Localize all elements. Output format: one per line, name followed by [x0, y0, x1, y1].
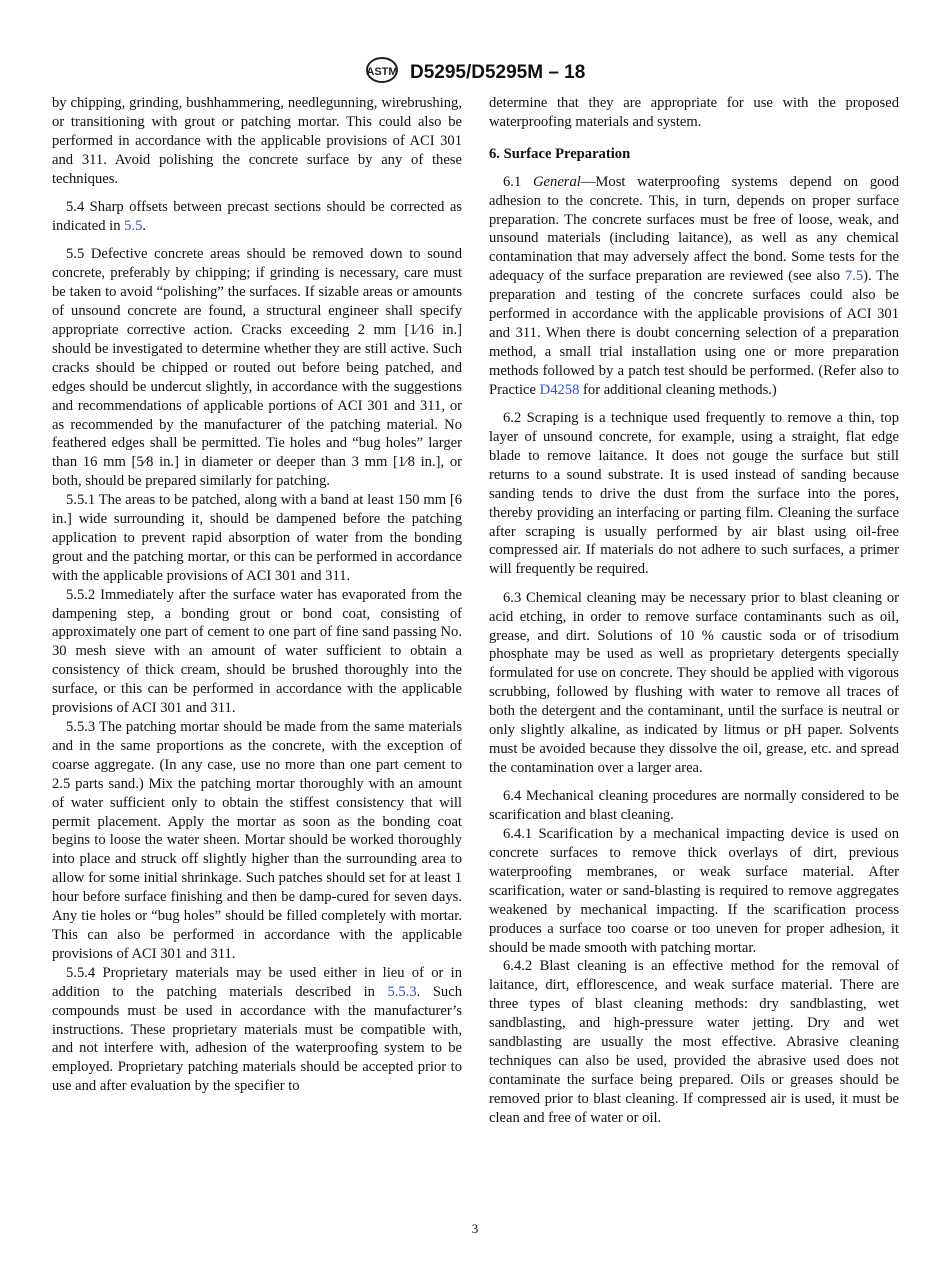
cross-reference-link[interactable]: D4258: [539, 381, 580, 398]
paragraph: [52, 964, 462, 1096]
paragraph: [489, 173, 899, 400]
astm-logo-icon: [365, 55, 399, 91]
paragraph-text: 5.5.3 The patching mortar should be made from the same materials and in the same proportions as the concrete, with the exception of coarse aggregate. (In any case, use no more than one part cement to 2.5 parts sand.) Mix the patching mortar thoroughly with an amount of water sufficient only to obtain the stiffest consistency that will permit placement. Apply the mortar as soon as the bonding coat begins to loose the water sheen. Mortar should be worked thoroughly into place and struck off slightly higher than the surrounding area to allow for some initial shrinkage. Such patches should set for at least 1 hour before surface finishing and then be damp-cured for seven days. Any tie holes or “bug holes” should be filled completely with mortar. This can also be performed in accordance with the applicable provisions of ACI 301 and 311.: [52, 719, 462, 962]
paragraph-text: determine that they are appropriate for use with the proposed waterproofing materials and system.: [489, 95, 899, 130]
italic-term: General: [533, 173, 581, 190]
paragraph-text: —Most waterproofing systems depend on good adhesion to the concrete. This, in turn, depends on proper surface preparation. The concrete surfaces must be free of loose, weak, and unsound materials (including laitance), as well as any chemical contamination that may adversely affect the bond. Some tests for the adequacy of the surface preparation are reviewed (see also: [489, 173, 900, 285]
paragraph-text: 5.5.1 The areas to be patched, along with a band at least 150 mm [6 in.] wide surrounding it, should be dampened before the patching application to prevent rapid absorption of water from the bonding grout and the patching mortar, or this can be performed in accordance with the applicable provisions of ACI 301 and 311.: [52, 492, 462, 584]
paragraph-text: 6.3 Chemical cleaning may be necessary prior to blast cleaning or acid etching, in order to remove surface contaminants such as oil, grease, and dirt. Solutions of 10 % caustic soda or of trisodium phosphate may be used as well as proprietary detergents specially formulated for use on concrete. They should be applied with vigorous scrubbing, followed by flushing with water to remove all traces of both the detergent and the contaminant, until the surface is neutral or only slightly alkaline, as indicated by litmus or pH paper. Solvents must be avoided because they dissolve the oil, grease, etc. and spread the contamination over a larger area.: [489, 589, 899, 776]
cross-reference-link[interactable]: 5.5: [124, 217, 143, 234]
cross-reference-link[interactable]: 7.5: [844, 268, 864, 285]
paragraph-text: ). The preparation and testing of the concrete surfaces could also be performed in accordance with the applicable provisions of ACI 301 and 311. When there is doubt concerning selection of a preparation method, a small trial installation using one or more preparation methods followed by a patch test should be performed. (Refer also to Practice: [489, 268, 899, 398]
paragraph: [52, 198, 462, 236]
paragraph: [52, 94, 462, 189]
paragraph-text: 6.1: [503, 173, 533, 190]
paragraph-text: . Such compounds must be used in accordance with the manufacturer’s instructions. These proprietary materials must be compatible with, and not interfere with, adhesion of the waterproofing system to be employed. Proprietary patching materials should be accepted prior to use and after evaluation by the specifier to: [52, 983, 463, 1095]
page-header: [0, 55, 950, 91]
paragraph: [489, 589, 899, 778]
paragraph: [489, 957, 899, 1127]
paragraph: [52, 245, 462, 491]
paragraph-text: 5.5.2 Immediately after the surface water has evaporated from the dampening step, a bonding grout or bond coat, consisting of approximately one part of cement to one part of fine sand passing No. 30 mesh sieve with an amount of water sufficient to obtain a consistency of thick cream, should be brushed thoroughly into the surface, or this can be performed in accordance with the applicable provisions of ACI 301 and 311.: [52, 586, 462, 717]
cross-reference-link[interactable]: 5.5.3: [387, 983, 417, 1000]
paragraph: [489, 94, 899, 132]
paragraph-text: by chipping, grinding, bushhammering, needlegunning, wirebrushing, or transitioning with grout or patching mortar. This could also be performed in accordance with the applicable provisions of ACI 301 and 311. Avoid polishing the concrete surface by any of these techniques.: [52, 95, 462, 187]
page-number: 3: [471, 1221, 479, 1236]
paragraph-text: for additional cleaning methods.): [579, 381, 777, 398]
paragraph-text: .: [142, 217, 147, 234]
paragraph: [489, 825, 899, 957]
right-column: [489, 94, 899, 1128]
paragraph-text: 6.4.2 Blast cleaning is an effective method for the removal of laitance, dirt, efflorescence, and weak surface material. There are three types of blast cleaning methods: dry sandblasting, wet sandblasting, and high-pressure water jetting. Dry and wet sandblasting are usually the most effective. Abrasive cleaning techniques can also be used, provided the abrasive used does not contaminate the surface being prepared. Oils or greases should be removed prior to blast cleaning. If compressed air is used, it must be clean and free of water or oil.: [489, 958, 899, 1126]
paragraph-text: 6.4.1 Scarification by a mechanical impacting device is used on concrete surfaces to remove thick overlays of dirt, previous waterproofing membranes, or weak surface material. After scarification, water or sand-blasting is required to remove aggregates weakened by mechanical impacting. If the scarification process produces a surface too coarse or too uneven for proper adhesion, it should be made smooth with patching mortar.: [489, 826, 899, 956]
paragraph-text: 5.4 Sharp offsets between precast sections should be corrected as indicated in: [52, 199, 462, 234]
paragraph: [489, 409, 899, 579]
paragraph: [52, 718, 462, 964]
svg-text:ASTM: ASTM: [366, 66, 398, 78]
paragraph-text: 5.5.4 Proprietary materials may be used either in lieu of or in addition to the patching materials described in: [52, 964, 462, 1000]
paragraph-text: 6.4 Mechanical cleaning procedures are normally considered to be scarification and blast cleaning.: [489, 788, 899, 824]
paragraph-text: 5.5 Defective concrete areas should be removed down to sound concrete, preferably by chipping; if grinding is necessary, care must be taken to avoid “polishing” the surfaces. If sizable areas or amounts of unsound concrete are found, a structural engineer shall specify appropriate corrective action. Cracks exceeding 2 mm [1⁄16 in.] should be investigated to determine whether they are still active. Such cracks should be chipped or routed out before being patched, and edges should be undercut slightly, in accordance with the suggestions and recommendations of applicable portions of ACI 301 and 311, or as recommended by the manufacturer of the patching material. No feathered edges shall be permitted. Tie holes and “bug holes” larger than 16 mm [5⁄8 in.] in diameter or deeper than 3 mm [1⁄8 in.], or both, should be prepared similarly for patching.: [52, 246, 462, 490]
paragraph: [52, 491, 462, 586]
paragraph: [52, 586, 462, 718]
paragraph-text: 6.2 Scraping is a technique used frequently to remove a thin, top layer of unsound concrete, for example, using a straight, flat edge blade to remove laitance. It does not gouge the surface but still returns to a sound substrate. It is used instead of sanding because sanding tends to drive the dust from the surface into the pores, thereby providing an interfacing or parting film. Cleaning the surface after scraping is usually performed by air blast using oil-free compressed air. If materials do not adhere to such surfaces, a primer will frequently be required.: [489, 410, 899, 578]
section-heading: 6. Surface Preparation: [489, 145, 631, 162]
left-column: [52, 94, 462, 1096]
paragraph: [489, 787, 899, 825]
document-designation: D5295/D5295M – 18: [409, 62, 586, 83]
